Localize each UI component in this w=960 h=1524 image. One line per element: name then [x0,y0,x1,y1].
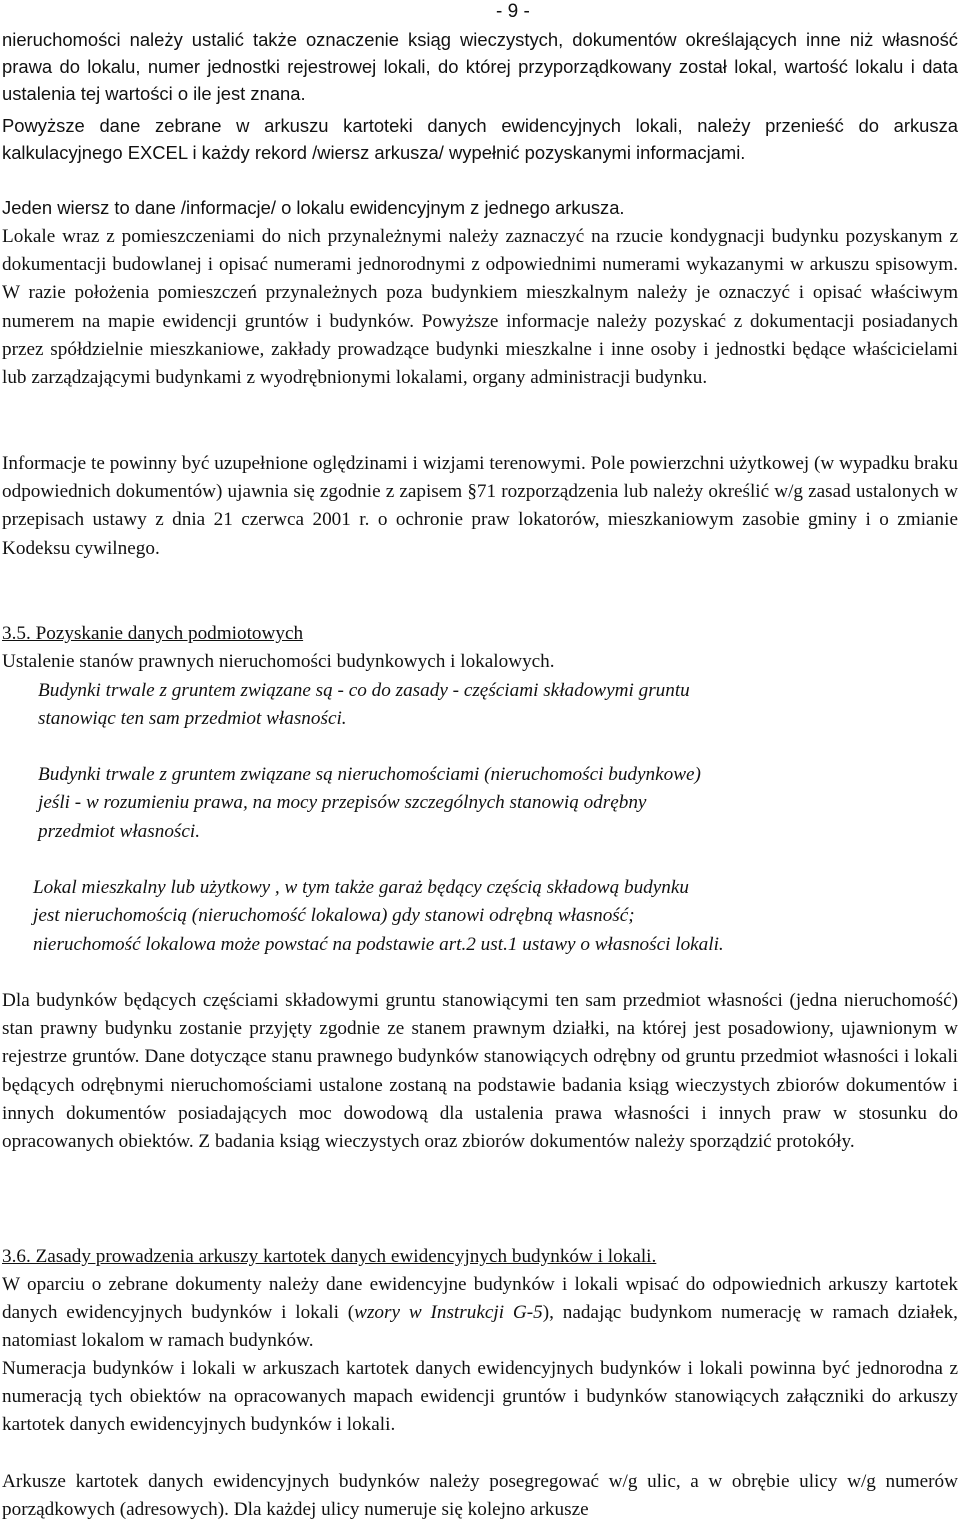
text-segment: ), nadając budynkom numerację w ramach działek, natomiast lokalom w ramach budynków. [2,1302,958,1352]
quote-line: Budynki trwale z gruntem związane są - co do zasady - częściami składowymi gruntu [38,680,690,701]
italic-reference: wzory w Instrukcji G-5 [354,1302,543,1324]
quote-line: jeśli - w rozumieniu prawa, na mocy przepisów szczególnych stanowią odrębny [38,792,647,814]
quote-line: Lokal mieszkalny lub użytkowy , w tym także garaż będący częścią składową budynku [33,877,689,898]
quote-line: stanowiąc ten sam przedmiot własności. [38,708,347,730]
section-lead: Ustalenie stanów prawnych nieruchomości budynkowych i lokalowych. [2,651,555,672]
page-number: - 9 - [496,1,530,22]
quote-premises [33,874,933,959]
paragraph-intro-4: Lokale wraz z pomieszczeniami do nich przynależnymi należy zaznaczyć na rzucie kondygnacji budynku pozyskanym z dokumentacji budowlanej i opisać numerami jednorodnymi z odpowiednimi numerami wykazanymi w arkuszu spisowym. W razie położenia pomieszczeń przynależnych poza budynkiem mieszkalnym należy je oznaczyć i opisać właściwym numerem na mapie ewidencji gruntów i budynków. Powyższe informacje należy pozyskać z dokumentacji posiadanych przez spółdzielnie mieszkaniowe, zakłady prowadzące budynki mieszkalne i inne osoby i jednostki będące właścicielami lub zarządzającymi budynkami z wyodrębnionymi lokalami, organy administracji budynku. [2,226,958,389]
paragraph-intro-3: Jeden wiersz to dane /informacje/ o lokalu ewidencyjnym z jednego arkusza. [2,197,625,218]
quote-line: Budynki trwale z gruntem związane są nieruchomościami (nieruchomości budynkowe) [38,764,701,785]
paragraph-records-3: Arkusze kartotek danych ewidencyjnych budynków należy posegregować w/g ulic, a w obrębie ulicy w/g numerów porządkowych (adresowych). Dla każdej ulicy numeruje się kolejno arkusze [2,1471,958,1521]
paragraph-records-2: Numeracja budynków i lokali w arkuszach kartotek danych ewidencyjnych budynków i lokali powinna być jednorodna z numeracją tych obiektów na opracowanych mapach ewidencji gruntów i budynków stanowiących załączniki do arkuszy kartotek danych ewidencyjnych budynków i lokali. [2,1358,958,1436]
quote-line: przedmiot własności. [38,820,201,842]
quote-buildings-real-estate [38,761,938,846]
paragraph-intro-5: Informacje te powinny być uzupełnione oględzinami i wizjami terenowymi. Pole powierzchni użytkowej (w wypadku braku odpowiednich dokumentów) ujawnia się zgodnie z zapisem §71 rozporządzenia lub należy określić w/g zasad ustalonych w przepisach ustawy z dnia 21 czerwca 2001 r. o ochronie praw lokatorów, mieszkaniowym zasobie gminy i o zmianie Kodeksu cywilnego. [2,453,958,559]
quote-line: jest nieruchomością (nieruchomość lokalowa) gdy stanowi odrębną własność; [33,905,635,927]
paragraph-intro-2: Powyższe dane zebrane w arkuszu kartoteki danych ewidencyjnych lokali, należy przenieść do arkusza kalkulacyjnego EXCEL i każdy rekord /wiersz arkusza/ wypełnić pozyskanymi informacjami. [2,115,958,163]
section-heading-3-5: 3.5. Pozyskanie danych podmiotowych [2,623,304,644]
section-heading-3-6: 3.6. Zasady prowadzenia arkuszy kartotek danych ewidencyjnych budynków i lokali. [2,1246,657,1267]
quote-line: nieruchomość lokalowa może powstać na podstawie art.2 ust.1 ustawy o własności lokali. [33,933,724,955]
paragraph-intro-1: nieruchomości należy ustalić także oznaczenie ksiąg wieczystych, dokumentów określających inne niż własność prawa do lokalu, numer jednostki rejestrowej lokali, do której przyporządkowany został lokal, wartość lokalu i data ustalenia tej wartości o ile jest znana. [2,29,958,104]
paragraph-records-1 [2,1271,958,1356]
text-segment: W oparciu o zebrane dokumenty należy dane ewidencyjne budynków i lokali wpisać do odpowiednich arkuszy kartotek danych ewidencyjnych budynków i lokali ( [2,1274,958,1324]
quote-buildings-parts [38,677,938,734]
paragraph-legal-status: Dla budynków będących częściami składowymi gruntu stanowiącymi ten sam przedmiot własności (jedna nieruchomość) stan prawny budynku zostanie przyjęty zgodnie ze stanem prawnym działki, na której jest posadowiony, ujawnionym w rejestrze gruntów. Dane dotyczące stanu prawnego budynków stanowiących odrębny od gruntu przedmiot własności i lokali będących odrębnymi nieruchomościami ustalone zostaną na podstawie badania ksiąg wieczystych zbiorów dokumentów i innych dokumentów posiadających moc dowodową dla ustalenia prawa własności i innych praw w stosunku do opracowanych obiektów. Z badania ksiąg wieczystych oraz zbiorów dokumentów należy sporządzić protokóły. [2,990,958,1153]
